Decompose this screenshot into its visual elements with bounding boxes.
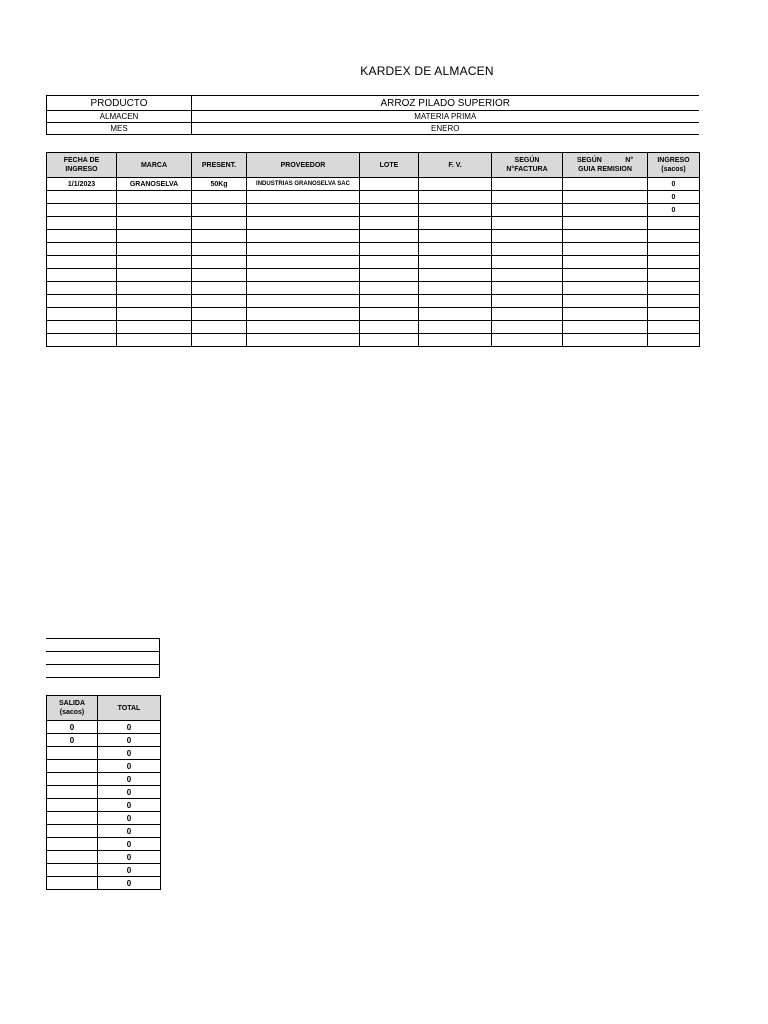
blank-row [46, 639, 160, 652]
cell-marca[interactable]: GRANOSELVA [117, 178, 192, 191]
cell-salida[interactable] [47, 825, 98, 838]
cell-marca[interactable] [117, 217, 192, 230]
cell-fv[interactable] [419, 282, 492, 295]
col-present: PRESENT. [192, 153, 247, 178]
cell-ingreso[interactable] [648, 256, 700, 269]
cell-factura[interactable] [492, 295, 563, 308]
col-proveedor: PROVEEDOR [247, 153, 360, 178]
cell-fv[interactable] [419, 243, 492, 256]
kardex-body [47, 178, 700, 347]
table-row [47, 773, 161, 786]
cell-fv[interactable] [419, 191, 492, 204]
cell-marca[interactable] [117, 321, 192, 334]
cell-lote[interactable] [360, 256, 419, 269]
cell-fv[interactable] [419, 269, 492, 282]
cell-lote[interactable] [360, 295, 419, 308]
blank-rows-table [46, 638, 160, 678]
cell-guia[interactable] [563, 243, 648, 256]
table-row [47, 747, 161, 760]
cell-salida[interactable] [47, 838, 98, 851]
cell-proveedor[interactable] [247, 230, 360, 243]
cell-ingreso[interactable] [648, 282, 700, 295]
cell-guia[interactable] [563, 282, 648, 295]
cell-total[interactable]: 0 [98, 825, 161, 838]
col-guia-remision: SEGÚN N° GUIA REMISION [563, 153, 648, 178]
cell-proveedor[interactable] [247, 243, 360, 256]
header-row-mes [47, 123, 699, 135]
cell-guia[interactable] [563, 295, 648, 308]
table-row [47, 812, 161, 825]
cell-ingreso[interactable]: 0 [648, 178, 700, 191]
cell-lote[interactable] [360, 321, 419, 334]
table-row [47, 825, 161, 838]
cell-present[interactable]: 50Kg [192, 178, 247, 191]
table-row [47, 295, 700, 308]
cell-fecha[interactable] [47, 243, 117, 256]
cell-marca[interactable] [117, 230, 192, 243]
cell-salida[interactable] [47, 760, 98, 773]
cell-proveedor[interactable] [247, 308, 360, 321]
cell-present[interactable] [192, 243, 247, 256]
cell-proveedor[interactable] [247, 282, 360, 295]
col-factura: SEGÚN N°FACTURA [492, 153, 563, 178]
cell-lote[interactable] [360, 308, 419, 321]
kardex-table [46, 152, 700, 347]
cell-fecha[interactable] [47, 295, 117, 308]
cell-total[interactable]: 0 [98, 760, 161, 773]
cell-ingreso[interactable]: 0 [648, 191, 700, 204]
cell-marca[interactable] [117, 308, 192, 321]
cell-lote[interactable] [360, 230, 419, 243]
table-row [47, 269, 700, 282]
col-fecha-ingreso: FECHA DE INGRESO [47, 153, 117, 178]
cell-fecha[interactable] [47, 217, 117, 230]
mes-value[interactable]: ENERO [192, 123, 699, 135]
cell-total[interactable]: 0 [98, 721, 161, 734]
table-row [47, 877, 161, 890]
blank-cell[interactable] [46, 665, 160, 678]
cell-factura[interactable] [492, 243, 563, 256]
cell-salida[interactable] [47, 747, 98, 760]
table-row [47, 282, 700, 295]
cell-fecha[interactable] [47, 269, 117, 282]
cell-fecha[interactable] [47, 191, 117, 204]
cell-guia[interactable] [563, 269, 648, 282]
cell-factura[interactable] [492, 178, 563, 191]
cell-lote[interactable] [360, 217, 419, 230]
cell-fv[interactable] [419, 295, 492, 308]
cell-proveedor[interactable] [247, 321, 360, 334]
table-row [47, 217, 700, 230]
cell-proveedor[interactable] [247, 295, 360, 308]
cell-present[interactable] [192, 295, 247, 308]
cell-present[interactable] [192, 282, 247, 295]
cell-total[interactable]: 0 [98, 773, 161, 786]
cell-fv[interactable] [419, 230, 492, 243]
header-row-producto [47, 96, 699, 111]
mes-label: MES [47, 123, 192, 135]
cell-total[interactable]: 0 [98, 786, 161, 799]
cell-salida[interactable] [47, 773, 98, 786]
cell-factura[interactable] [492, 334, 563, 347]
cell-present[interactable] [192, 334, 247, 347]
cell-factura[interactable] [492, 230, 563, 243]
cell-marca[interactable] [117, 204, 192, 217]
cell-salida[interactable] [47, 812, 98, 825]
cell-present[interactable] [192, 256, 247, 269]
cell-marca[interactable] [117, 243, 192, 256]
cell-ingreso[interactable] [648, 230, 700, 243]
cell-lote[interactable] [360, 191, 419, 204]
blank-cell[interactable] [46, 639, 160, 652]
cell-present[interactable] [192, 217, 247, 230]
cell-fecha[interactable] [47, 308, 117, 321]
cell-salida[interactable] [47, 877, 98, 890]
product-header-table [46, 95, 699, 135]
cell-total[interactable]: 0 [98, 812, 161, 825]
cell-guia[interactable] [563, 321, 648, 334]
table-row [47, 734, 161, 747]
cell-fv[interactable] [419, 308, 492, 321]
table-row [47, 799, 161, 812]
cell-salida[interactable] [47, 799, 98, 812]
cell-proveedor[interactable] [247, 269, 360, 282]
cell-lote[interactable] [360, 334, 419, 347]
cell-ingreso[interactable] [648, 269, 700, 282]
cell-factura[interactable] [492, 191, 563, 204]
table-row [47, 243, 700, 256]
table-row [47, 321, 700, 334]
cell-guia[interactable] [563, 204, 648, 217]
table-row [47, 786, 161, 799]
cell-ingreso[interactable] [648, 321, 700, 334]
table-row [47, 256, 700, 269]
cell-total[interactable]: 0 [98, 838, 161, 851]
cell-salida[interactable] [47, 864, 98, 877]
cell-ingreso[interactable] [648, 295, 700, 308]
almacen-value[interactable]: MATERIA PRIMA [192, 111, 699, 123]
cell-lote[interactable] [360, 282, 419, 295]
cell-fecha[interactable] [47, 321, 117, 334]
cell-proveedor[interactable] [247, 191, 360, 204]
table-row [47, 191, 700, 204]
cell-guia[interactable] [563, 256, 648, 269]
table-row [47, 838, 161, 851]
cell-marca[interactable] [117, 334, 192, 347]
cell-ingreso[interactable]: 0 [648, 204, 700, 217]
salida-body [47, 721, 161, 890]
cell-guia[interactable] [563, 217, 648, 230]
cell-proveedor[interactable] [247, 256, 360, 269]
cell-present[interactable] [192, 230, 247, 243]
cell-lote[interactable] [360, 269, 419, 282]
cell-marca[interactable] [117, 269, 192, 282]
cell-guia[interactable] [563, 191, 648, 204]
cell-factura[interactable] [492, 269, 563, 282]
cell-marca[interactable] [117, 256, 192, 269]
table-row [47, 178, 700, 191]
cell-guia[interactable] [563, 334, 648, 347]
cell-present[interactable] [192, 204, 247, 217]
cell-present[interactable] [192, 308, 247, 321]
salida-header-row [47, 696, 161, 721]
cell-factura[interactable] [492, 282, 563, 295]
cell-marca[interactable] [117, 191, 192, 204]
cell-guia[interactable] [563, 308, 648, 321]
cell-factura[interactable] [492, 321, 563, 334]
table-row [47, 308, 700, 321]
cell-marca[interactable] [117, 282, 192, 295]
blank-cell[interactable] [46, 652, 160, 665]
cell-fv[interactable] [419, 178, 492, 191]
producto-value[interactable]: ARROZ PILADO SUPERIOR [192, 96, 699, 111]
col-lote: LOTE [360, 153, 419, 178]
cell-marca[interactable] [117, 295, 192, 308]
page-title: KARDEX DE ALMACEN [360, 64, 494, 78]
cell-factura[interactable] [492, 308, 563, 321]
salida-total-table [46, 695, 161, 890]
kardex-header-row [47, 153, 700, 178]
cell-factura[interactable] [492, 204, 563, 217]
cell-factura[interactable] [492, 256, 563, 269]
cell-fecha[interactable] [47, 282, 117, 295]
cell-ingreso[interactable] [648, 217, 700, 230]
cell-ingreso[interactable] [648, 334, 700, 347]
cell-fecha[interactable]: 1/1/2023 [47, 178, 117, 191]
cell-proveedor[interactable]: INDUSTRIAS GRANOSELVA SAC [247, 178, 360, 191]
cell-present[interactable] [192, 191, 247, 204]
col-marca: MARCA [117, 153, 192, 178]
producto-label: PRODUCTO [47, 96, 192, 111]
cell-proveedor[interactable] [247, 217, 360, 230]
cell-fecha[interactable] [47, 230, 117, 243]
header-row-almacen [47, 111, 699, 123]
cell-salida[interactable]: 0 [47, 734, 98, 747]
cell-total[interactable]: 0 [98, 851, 161, 864]
almacen-label: ALMACEN [47, 111, 192, 123]
cell-lote[interactable] [360, 204, 419, 217]
cell-guia[interactable] [563, 178, 648, 191]
cell-fecha[interactable] [47, 334, 117, 347]
cell-ingreso[interactable] [648, 243, 700, 256]
blank-row [46, 652, 160, 665]
table-row [47, 204, 700, 217]
table-row [47, 851, 161, 864]
cell-proveedor[interactable] [247, 204, 360, 217]
col-fv: F. V. [419, 153, 492, 178]
cell-present[interactable] [192, 269, 247, 282]
col-ingreso: INGRESO (sacos) [648, 153, 700, 178]
cell-proveedor[interactable] [247, 334, 360, 347]
table-row [47, 760, 161, 773]
table-row [47, 864, 161, 877]
cell-lote[interactable] [360, 243, 419, 256]
table-row [47, 230, 700, 243]
cell-lote[interactable] [360, 178, 419, 191]
cell-fv[interactable] [419, 256, 492, 269]
col-total: TOTAL [98, 696, 161, 721]
cell-total[interactable]: 0 [98, 734, 161, 747]
table-row [47, 721, 161, 734]
cell-fv[interactable] [419, 204, 492, 217]
cell-fv[interactable] [419, 321, 492, 334]
cell-salida[interactable] [47, 851, 98, 864]
cell-ingreso[interactable] [648, 308, 700, 321]
cell-total[interactable]: 0 [98, 864, 161, 877]
cell-salida[interactable]: 0 [47, 721, 98, 734]
cell-total[interactable]: 0 [98, 877, 161, 890]
cell-fv[interactable] [419, 217, 492, 230]
cell-salida[interactable] [47, 786, 98, 799]
cell-fecha[interactable] [47, 256, 117, 269]
cell-fv[interactable] [419, 334, 492, 347]
table-row [47, 334, 700, 347]
cell-total[interactable]: 0 [98, 799, 161, 812]
cell-present[interactable] [192, 321, 247, 334]
col-salida: SALIDA (sacos) [47, 696, 98, 721]
cell-fecha[interactable] [47, 204, 117, 217]
cell-guia[interactable] [563, 230, 648, 243]
blank-row [46, 665, 160, 678]
cell-factura[interactable] [492, 217, 563, 230]
cell-total[interactable]: 0 [98, 747, 161, 760]
